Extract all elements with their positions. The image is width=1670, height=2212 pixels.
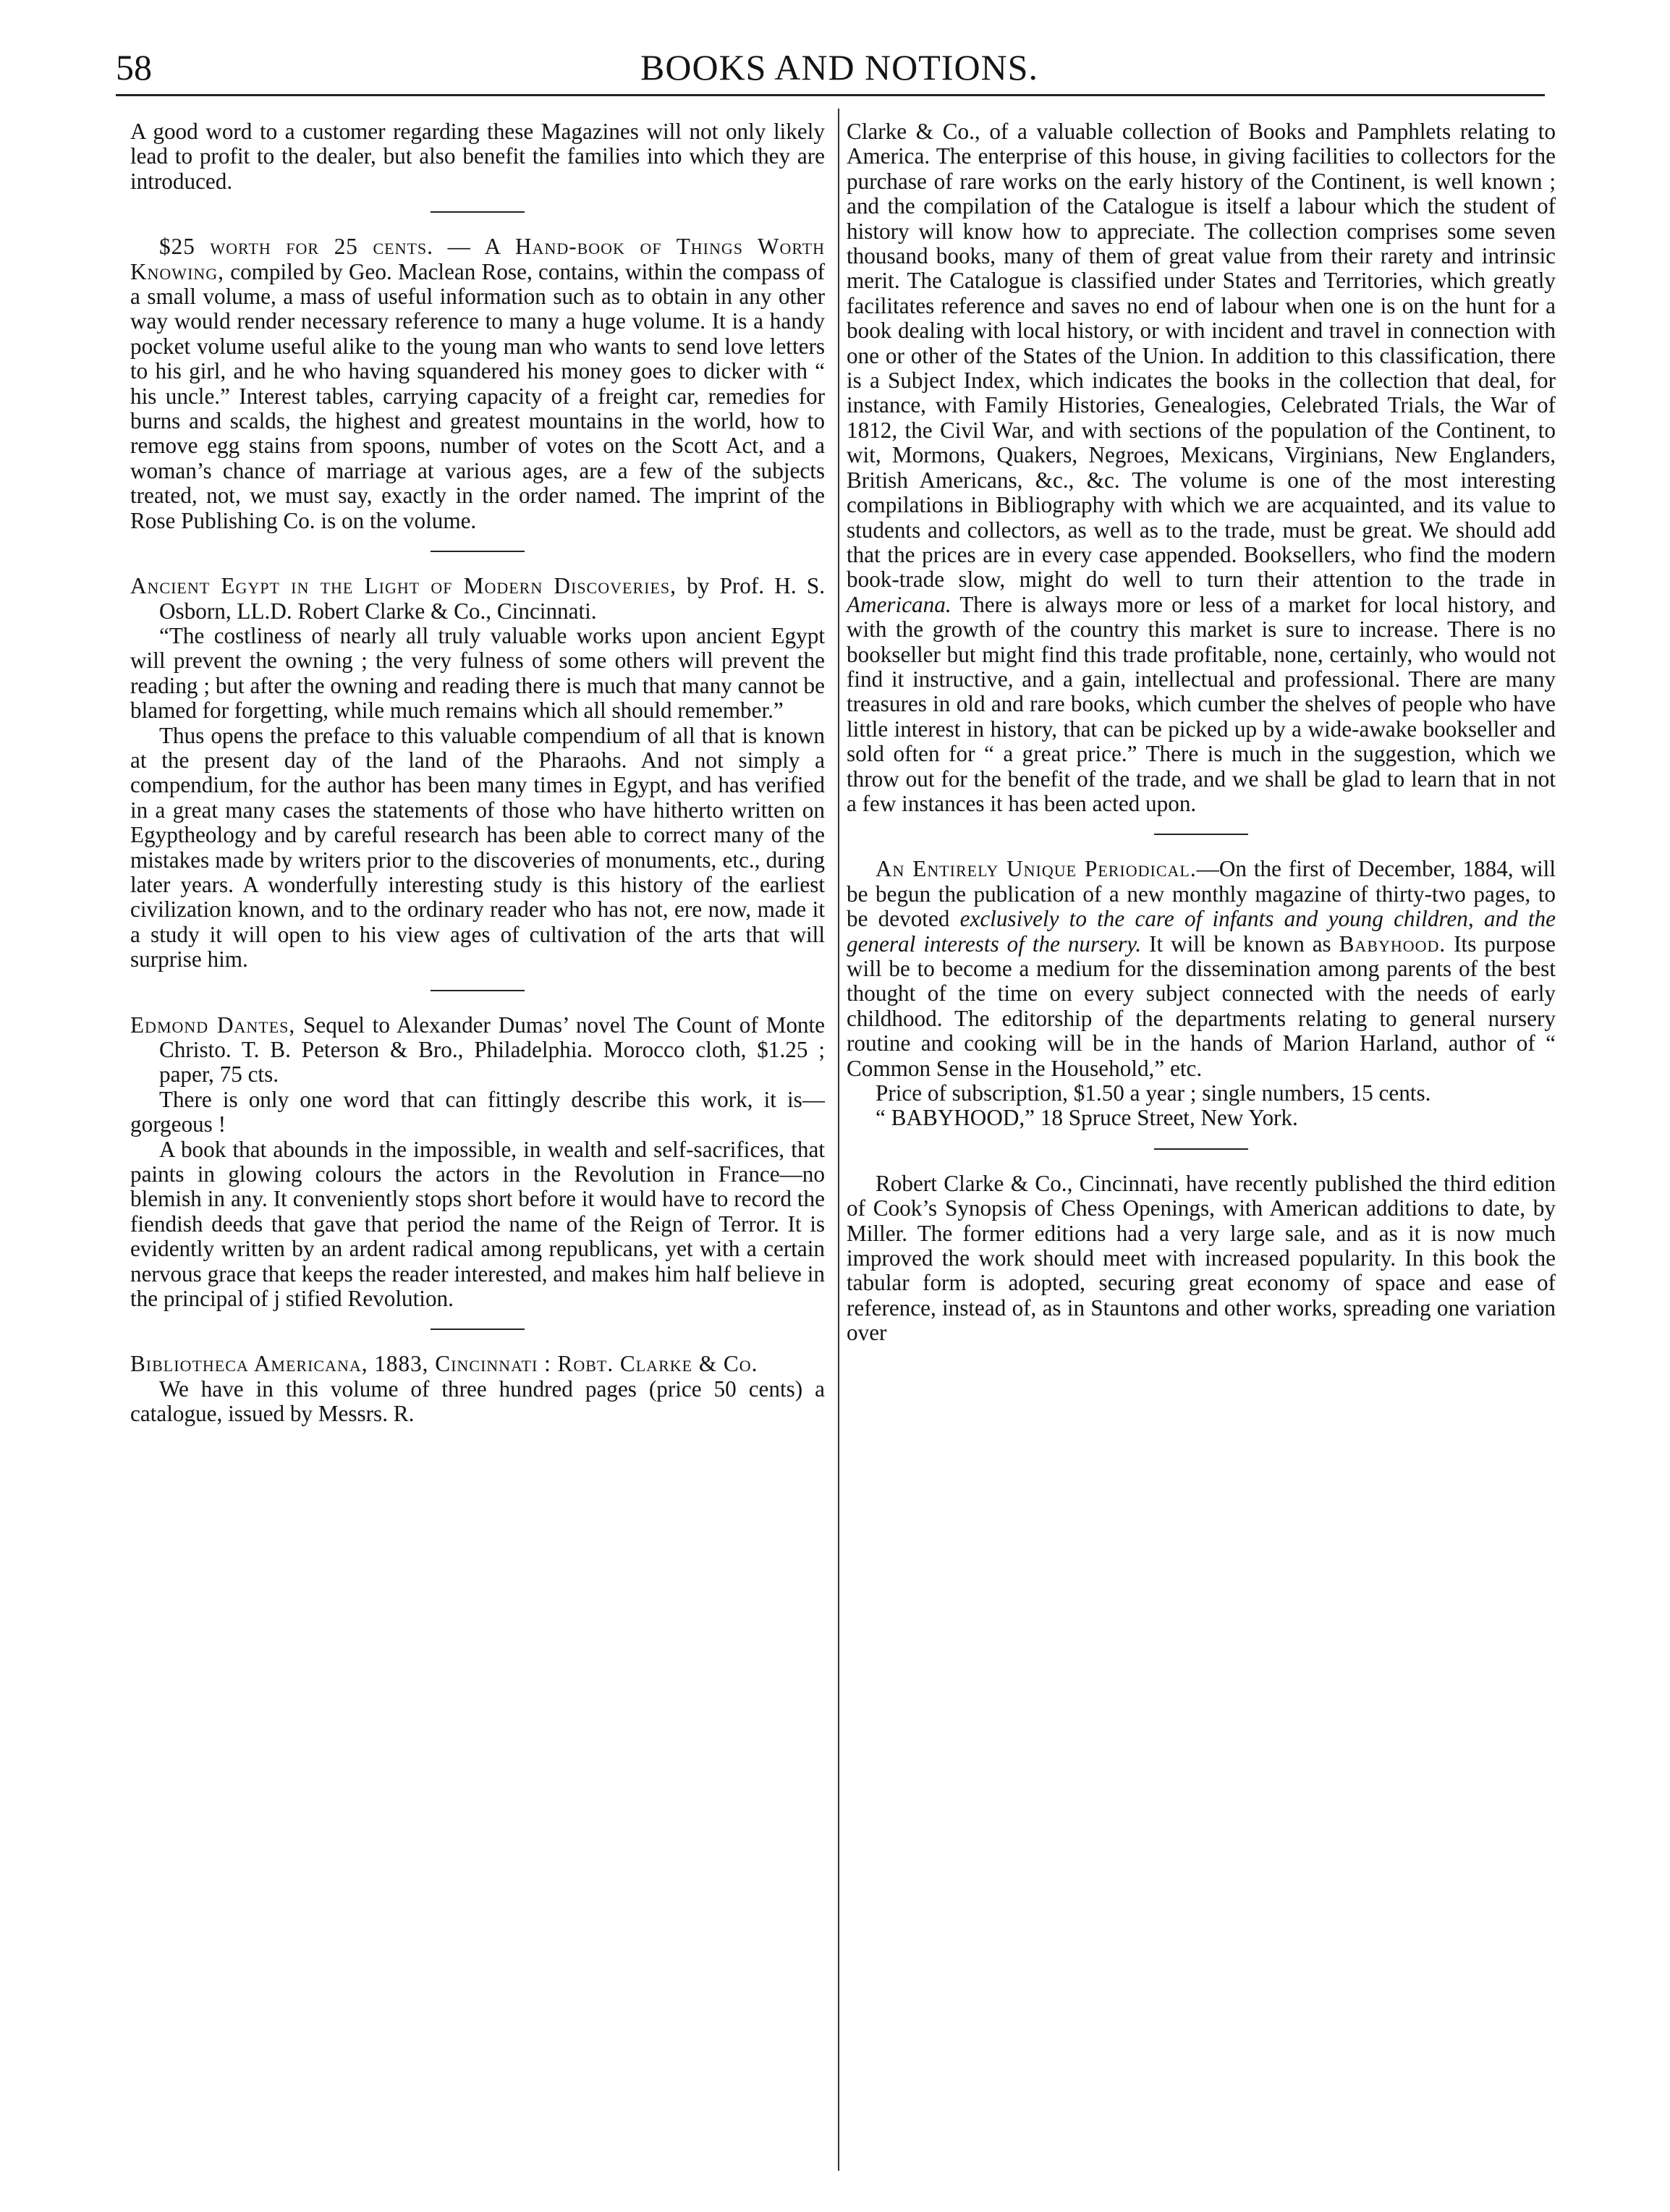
periodical-address: “ BABYHOOD,” 18 Spruce Street, New York. <box>876 1105 1298 1131</box>
dantes-heading <box>130 1013 825 1088</box>
section-rule <box>1154 834 1248 835</box>
section-rule <box>431 551 525 552</box>
intro-paragraph: A good word to a customer regarding these Magazines will not only likely lead to profit to the dealer, but also benefit the families into which they are introduced. <box>130 119 825 194</box>
bibliotheca-end-text: There is always more or less of a market for local history, and with the growth of the country this market is sure to increase. There is no bookseller but might find this trade profitable, none, certainly, who would not find it instructive, and a gain, intellectual and professional. There are many treasures in old and rare books, which cumber the shelves of people who have little interest in history, that can be picked up by a wide-awake bookseller and sold often for “ a great price.” There is much in the suggestion, which we throw out for the benefit of the trade, and we shall be glad to learn that in not a few instances it has been acted upon. <box>847 591 1556 816</box>
bibliotheca-continued <box>847 119 1556 816</box>
bibliotheca-continued-text: Clarke & Co., of a valuable collection of Books and Pamphlets relating to America. The enterprise of this house, in giving facilities to collectors for the purchase of rare works on the early history of the Continent, is well known ; and the compilation of the Catalogue is itself a labour which the student of history will know how to appreciate. The collection comprises some seven thousand books, many of them of great value from their rarety and intrinsic merit. The Catalogue is classified under States and Territories, which greatly facilitates reference and saves no end of labour when one is on the hunt for a book dealing with local history, or with incident and travel in connection with one or other of the States of the Union. In addition to this classification, there is a Subject Index, which indicates the books in the collection that deal, for instance, with Family Histories, Genealogies, Celebrated Trials, the War of 1812, the Civil War, and with sections of the population of the Continent, to wit, Mormons, Quakers, Negroes, Mexicans, Virginians, New Englanders, British Americans, &c., &c. The volume is one of the most interesting compilations in Bibliography with which we are acquainted, and its value to students and collectors, as well as to the trade, must be great. We should add that the prices are in every case appended. Booksellers, who find the modern book-trade slow, might do well to turn their attention to the trade in <box>847 119 1556 593</box>
dantes-paragraph: There is only one word that can fittingly describe this work, it is—gorgeous ! <box>130 1086 825 1137</box>
dantes-publisher: Sequel to Alexander Dumas’ novel The Count of Monte Christo. T. B. Peterson & Bro., Philadelphia. Morocco cloth, $1.25 ; paper, 75 cts. <box>159 1012 826 1088</box>
section-rule <box>431 1329 525 1330</box>
periodical-body-mid: It will be known as <box>1149 931 1331 957</box>
egypt-heading <box>130 574 825 624</box>
section-rule <box>1154 1148 1248 1150</box>
periodical-body-end: Its purpose will be to become a medium for the dissemination among parents of the best thought of the time on every subject connected with the needs of early childhood. The editorship of the departments relating to general nursery routine and cooking will be in the hands of Marion Harland, author of “ Common Sense in the Household,” etc. <box>847 931 1556 1081</box>
page-number: 58 <box>116 47 152 88</box>
periodical-italic: exclusively to the care of infants and young children, and the general interests of the nursery. <box>847 906 1556 957</box>
egypt-publisher: by Prof. H. S. Osborn, LL.D. Robert Clarke & Co., Cincinnati. <box>159 573 825 624</box>
babyhood-name: Babyhood. <box>1339 931 1446 957</box>
dantes-paragraph: A book that abounds in the impossible, in wealth and self-sacrifices, that paints in glowing colours the actors in the Revolution in France—no blemish in any. It conveniently stops short before it would have to record the fiendish deeds that gave that period the name of the Reign of Terror. It is evidently written by an ardent radical among republicans, yet with a certain nervous grace that keeps the reader interested, and makes him half believe in the principal of j stified Revolution. <box>130 1136 825 1312</box>
right-column <box>847 119 1556 1346</box>
bibliotheca-body: We have in this volume of three hundred pages (price 50 cents) a catalogue, issued by Messrs. R. <box>130 1376 825 1427</box>
handbook-body: compiled by Geo. Maclean Rose, contains, within the compass of a small volume, a mass of useful information such as to obtain in any other way would render necessary reference to many a huge volume. It is a handy pocket volume useful alike to the young man who wants to send love letters to his girl, and he who having squandered his money goes to dicker with “ his uncle.” Interest tables, carrying capacity of a freight car, remedies for burns and scalds, the highest and greatest mountains in the world, how to remove egg stains from spoons, number of votes on the Scott Act, and a woman’s chance of marriage at various ages, are a few of the subjects treated, not, we must say, exactly in the order named. The imprint of the Rose Publishing Co. is on the volume. <box>130 258 826 533</box>
periodical-body-start: —On the first of December, 1884, will be begun the publication of a new monthly magazine of thirty-two pages, to be devoted <box>847 856 1556 932</box>
periodical-title: An Entirely Unique Periodical. <box>876 856 1197 882</box>
egypt-title: Ancient Egypt in the Light of Modern Discoveries, <box>130 573 677 599</box>
handbook-price-lead: $25 worth for 25 cents. <box>159 234 433 260</box>
egypt-body: Thus opens the preface to this valuable compendium of all that is known at the present day of the land of the Pharaohs. And not simply a compendium, for the author has been many times in Egypt, and has verified in a great many cases the statements of those who have hitherto written on Egyptheology and by careful research has been able to correct many of the mistakes made by writers prior to the discoveries of monuments, etc., during later years. A wonderfully interesting study is this history of the earliest civilization known, and to the ordinary reader who has not, ere now, made it a study it will open to his view ages of cultivation of the arts that will surprise him. <box>130 722 825 972</box>
periodical-price: Price of subscription, $1.50 a year ; single numbers, 15 cents. <box>876 1080 1431 1106</box>
running-head: BOOKS AND NOTIONS. <box>640 47 1038 88</box>
section-rule <box>431 990 525 991</box>
egypt-quote: “The costliness of nearly all truly valuable works upon ancient Egypt will prevent the owning ; the very fulness of some others will prevent the reading ; but after the owning and reading there is much that many cannot be blamed for forgetting, while much remains which all should remember.” <box>130 622 825 724</box>
page-header <box>116 42 1563 93</box>
chess-notice: Robert Clarke & Co., Cincinnati, have recently published the third edition of Cook’s Synopsis of Chess Openings, with American additions to date, by Miller. The former editions had a very large sale, and as it is now much improved the work should meet with increased popularity. In this book the tabular form is adopted, securing great economy of space and ease of reference, instead of, as in Stauntons and other works, spreading one variation over <box>847 1170 1556 1346</box>
section-rule <box>431 211 525 213</box>
left-column <box>130 119 825 1427</box>
header-rule <box>116 94 1545 96</box>
dantes-title: Edmond Dantes, <box>130 1012 296 1038</box>
americana-word: Americana. <box>847 591 951 617</box>
bibliotheca-heading: Bibliotheca Americana, 1883, Cincinnati : Robt. Clarke & Co. <box>130 1351 758 1377</box>
handbook-notice <box>130 234 825 533</box>
periodical-notice <box>847 857 1556 1081</box>
handbook-title: — A Hand-book of Things Worth Knowing, <box>130 234 826 284</box>
column-divider <box>838 109 839 2171</box>
